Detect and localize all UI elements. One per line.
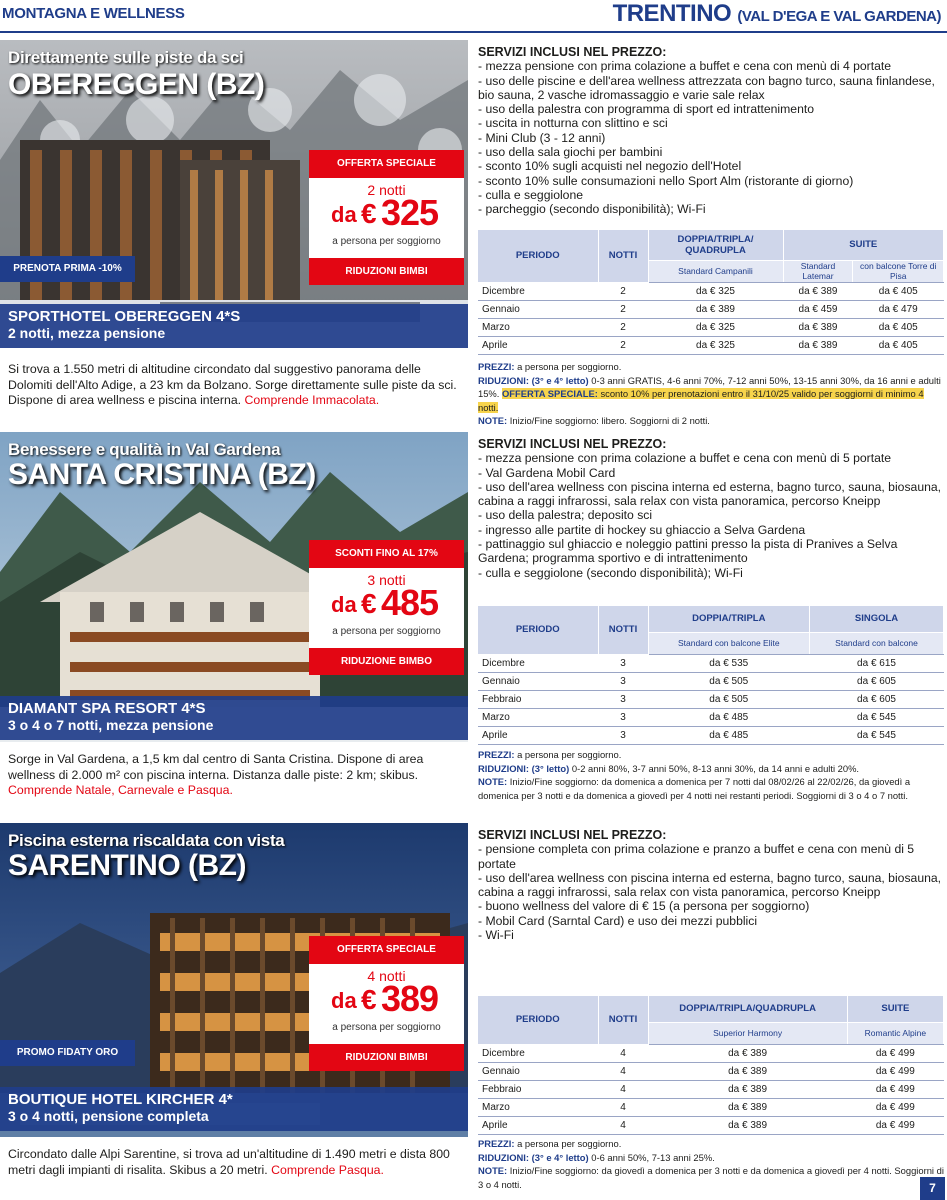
badge-offer-label: OFFERTA SPECIALE — [309, 150, 464, 178]
service-item: - buono wellness del valore di € 15 (a persona per soggiorno) — [478, 899, 810, 914]
service-item: - uso della palestra con programma di sport ed intrattenimento — [478, 102, 815, 117]
services-title: SERVIZI INCLUSI NEL PREZZO: — [478, 828, 667, 842]
hotel-stay: 2 notti, mezza pensione — [8, 325, 166, 341]
price-table — [478, 230, 944, 355]
th-nights: NOTTI — [598, 230, 648, 282]
table-row: Febbraio 3 da € 505 da € 605 — [478, 690, 944, 708]
service-item: - culla e seggiolone — [478, 187, 584, 202]
service-item: - uso dell'area wellness con piscina interna ed esterna, bagno turco, sauna, biosauna, cabina a raggi infrarossi, sala relax con vista panoramica, percorso Kneipp — [478, 479, 942, 509]
badge-nights: 3 notti — [367, 572, 406, 588]
service-item: - Mobil Card (Sarntal Card) e uso dei mezzi pubblici — [478, 913, 758, 928]
service-item: - parcheggio (secondo disponibilità); Wi-Fi — [478, 202, 706, 217]
th-room-group: DOPPIA/TRIPLA/QUADRUPLA — [648, 996, 847, 1022]
table-row: Gennaio 4 da € 389 da € 499 — [478, 1062, 944, 1080]
service-item: - mezza pensione con prima colazione a buffet e cena con menù di 4 portate — [478, 59, 892, 74]
service-item: - uso delle piscine e dell'area wellness attrezzata con bagno turco, sauna finlandese, bio sauna, 2 vasche idromassaggio e varie sale relax — [478, 73, 935, 102]
service-item: - Wi-Fi — [478, 928, 514, 943]
service-item: - sconto 10% sugli acquisti nel negozio dell'Hotel — [478, 159, 742, 174]
includes-note: Comprende Immacolata. — [244, 393, 380, 407]
page-header — [0, 0, 947, 30]
services-title: SERVIZI INCLUSI NEL PREZZO: — [478, 437, 667, 451]
price-table — [478, 996, 944, 1135]
th-room-group: DOPPIA/TRIPLA/ QUADRUPLA — [648, 230, 783, 260]
th-room-group: SUITE — [783, 230, 944, 260]
table-row: Dicembre 2 da € 325 da € 389 da € 405 — [478, 282, 944, 300]
service-item: - sconto 10% sulle consumazioni nello Sport Alm (ristorante di giorno) — [478, 173, 854, 188]
hotel-section-sarentino — [0, 823, 947, 1200]
hotel-description: Si trova a 1.550 metri di altitudine circondato dal suggestivo panorama delle Dolomiti dell'Alto Adige, a 23 km da Bolzano. Sorge direttamente sulle piste da sci. Dispone di area wellness e piscina interna. Comprende Immacolata. — [8, 362, 457, 407]
hotel-tagline: Benessere e qualità in Val Gardena — [8, 440, 281, 459]
hotel-stay: 3 o 4 o 7 notti, mezza pensione — [8, 717, 214, 733]
th-room-type: Standard con balcone — [810, 632, 944, 654]
th-period: PERIODO — [478, 230, 598, 282]
includes-note: Comprende Pasqua. — [271, 1162, 384, 1177]
hotel-name-bar — [0, 304, 468, 348]
table-notes: PREZZI: a persona per soggiorno. RIDUZIONI: (3° e 4° letto) 0-3 anni GRATIS, 4-6 anni 70%, 7-12 anni 50%, 13-15 anni 30%, da 16 anni e adulti 15%. OFFERTA SPECIALE: sconto 10% per prenotazioni entro il 31/10/25 valido per soggiorni di minimo 4 notti. NOTE: Inizio/Fine soggiorno: libero. Soggiorni di 2 notti. — [478, 361, 941, 426]
badge-price: 485 — [381, 582, 439, 623]
badge-reductions: RIDUZIONI BIMBI — [309, 258, 464, 285]
price-badge — [309, 540, 464, 675]
badge-currency: € — [361, 984, 377, 1015]
service-item: - pensione completa con prima colazione e pranzo a buffet e cena con menù di 5 portate — [478, 842, 915, 871]
badge-da: da — [331, 202, 357, 227]
hotel-photo — [0, 40, 468, 348]
table-row: Aprile 2 da € 325 da € 389 da € 405 — [478, 336, 944, 354]
hotel-location: OBEREGGEN (BZ) — [8, 68, 265, 101]
hotel-name: SPORTHOTEL OBEREGGEN 4*S — [8, 308, 241, 325]
price-table — [478, 606, 944, 745]
price-badge — [309, 150, 464, 285]
th-nights: NOTTI — [598, 996, 648, 1044]
service-item: - uso della palestra; deposito sci — [478, 508, 653, 523]
hotel-tagline: Direttamente sulle piste da sci — [8, 48, 244, 67]
th-room-group: SINGOLA — [810, 606, 944, 632]
table-row: Febbraio 4 da € 389 da € 499 — [478, 1080, 944, 1098]
hotel-section-santa-cristina — [0, 432, 947, 817]
includes-note: Comprende Natale, Carnevale e Pasqua. — [8, 783, 233, 797]
service-item: - uso dell'area wellness con piscina interna ed esterna, bagno turco, sauna, biosauna, cabina a raggi infrarossi, sala relax con vista panoramica, percorso Kneipp — [478, 870, 942, 900]
hotel-location: SARENTINO (BZ) — [8, 849, 246, 882]
service-item: - culla e seggiolone (secondo disponibilità); Wi-Fi — [478, 565, 743, 580]
th-room-group: SUITE — [847, 996, 943, 1022]
badge-price: 325 — [381, 192, 439, 233]
service-item: - ingresso alle partite di hockey su ghiaccio a Selva Gardena — [478, 522, 806, 537]
section-title: MONTAGNA E WELLNESS — [2, 5, 185, 22]
hotel-description: Sorge in Val Gardena, a 1,5 km dal centro di Santa Cristina. Dispone di area wellness di 2.000 m² con piscina interna. Distanza dalle piste: 2 km; skibus. Comprende Natale, Carnevale e Pasqua. — [8, 752, 424, 797]
badge-currency: € — [361, 198, 377, 229]
th-room-type: Standard Latemar — [783, 260, 853, 282]
hotel-location: SANTA CRISTINA (BZ) — [8, 458, 316, 491]
table-row: Aprile 4 da € 389 da € 499 — [478, 1116, 944, 1134]
hotel-tagline: Piscina esterna riscaldata con vista — [8, 831, 285, 850]
th-room-type: con balcone Torre di Pisa — [853, 260, 944, 282]
badge-per-person: a persona per soggiorno — [332, 626, 441, 637]
badge-reductions: RIDUZIONI BIMBI — [309, 1044, 464, 1071]
service-item: - Val Gardena Mobil Card — [478, 465, 616, 480]
table-row: Dicembre 4 da € 389 da € 499 — [478, 1044, 944, 1062]
badge-reductions: RIDUZIONE BIMBO — [309, 648, 464, 675]
badge-nights: 4 notti — [367, 968, 406, 984]
th-period: PERIODO — [478, 606, 598, 654]
table-row: Marzo 3 da € 485 da € 545 — [478, 708, 944, 726]
service-item: - Mini Club (3 - 12 anni) — [478, 130, 606, 145]
hotel-photo — [0, 823, 468, 1137]
table-row: Dicembre 3 da € 535 da € 615 — [478, 654, 944, 672]
hotel-name-bar — [0, 1087, 468, 1131]
hotel-name: BOUTIQUE HOTEL KIRCHER 4* — [8, 1091, 233, 1108]
header-divider — [0, 31, 947, 33]
hotel-stay: 3 o 4 notti, pensione completa — [8, 1108, 209, 1124]
badge-nights: 2 notti — [367, 182, 406, 198]
services-list — [478, 437, 944, 580]
badge-da: da — [331, 592, 357, 617]
table-row: Gennaio 3 da € 505 da € 605 — [478, 672, 944, 690]
badge-offer-label: SCONTI FINO AL 17% — [309, 540, 464, 568]
service-item: - uscita in notturna con slittino e sci — [478, 116, 668, 131]
promo-label: PRENOTA PRIMA -10% — [0, 256, 135, 282]
services-list — [478, 45, 944, 217]
badge-price: 389 — [381, 978, 439, 1019]
th-room-type: Standard Campanili — [648, 260, 783, 282]
promo-label: PROMO FIDATY ORO — [0, 1040, 135, 1066]
badge-per-person: a persona per soggiorno — [332, 1022, 441, 1033]
page-number: 7 — [920, 1177, 945, 1200]
hotel-name: DIAMANT SPA RESORT 4*S — [8, 700, 206, 717]
hotel-photo — [0, 432, 468, 742]
th-room-type: Standard con balcone Elite — [648, 632, 810, 654]
region-title: TRENTINO (VAL D'EGA E VAL GARDENA) — [612, 0, 941, 27]
badge-per-person: a persona per soggiorno — [332, 236, 441, 247]
service-item: - pattinaggio sul ghiaccio e noleggio pattini presso la pista di Pranives a Selva Gardena; programma sportivo e di intrattenimento — [478, 537, 898, 566]
hotel-section-obereggen — [0, 40, 947, 426]
table-row: Marzo 2 da € 325 da € 389 da € 405 — [478, 318, 944, 336]
services-title: SERVIZI INCLUSI NEL PREZZO: — [478, 45, 667, 59]
service-item: - uso della sala giochi per bambini — [478, 145, 663, 160]
table-row: Aprile 3 da € 485 da € 545 — [478, 726, 944, 744]
table-notes: PREZZI: a persona per soggiorno. RIDUZIONI: (3° letto) 0-2 anni 80%, 3-7 anni 50%, 8-13 anni 30%, da 14 anni e adulti 20%. NOTE: Inizio/Fine soggiorno: da domenica a domenica per 7 notti dal 08/02/26 al 22/02/26, da giovedì a domenica per 3 notti e da domenica a giovedì per 4 notti nei restanti periodi. Soggiorni di 3 o 4 o 7 notti. — [478, 749, 911, 801]
table-row: Marzo 4 da € 389 da € 499 — [478, 1098, 944, 1116]
price-badge — [309, 936, 464, 1071]
badge-offer-label: OFFERTA SPECIALE — [309, 936, 464, 964]
th-period: PERIODO — [478, 996, 598, 1044]
badge-currency: € — [361, 588, 377, 619]
service-item: - mezza pensione con prima colazione a buffet e cena con menù di 5 portate — [478, 451, 892, 466]
table-notes: PREZZI: a persona per soggiorno. RIDUZIONI: (3° e 4° letto) 0-6 anni 50%, 7-13 anni 25%. NOTE: Inizio/Fine soggiorno: da giovedì a domenica per 3 notti e da domenica a giovedì per 4 notti. Soggiorni di 3 o 4 notti. — [478, 1138, 944, 1190]
hotel-name-bar — [0, 696, 468, 740]
th-nights: NOTTI — [598, 606, 648, 654]
th-room-type: Superior Harmony — [648, 1022, 847, 1044]
hotel-description: Circondato dalle Alpi Sarentine, si trova ad un'altitudine di 1.490 metri e dista 800 metri dagli impianti di risalita. Skibus a 20 metri. Comprende Pasqua. — [8, 1147, 450, 1177]
table-row: Gennaio 2 da € 389 da € 459 da € 479 — [478, 300, 944, 318]
badge-da: da — [331, 988, 357, 1013]
th-room-group: DOPPIA/TRIPLA — [648, 606, 810, 632]
th-room-type: Romantic Alpine — [847, 1022, 943, 1044]
services-list — [478, 828, 944, 942]
